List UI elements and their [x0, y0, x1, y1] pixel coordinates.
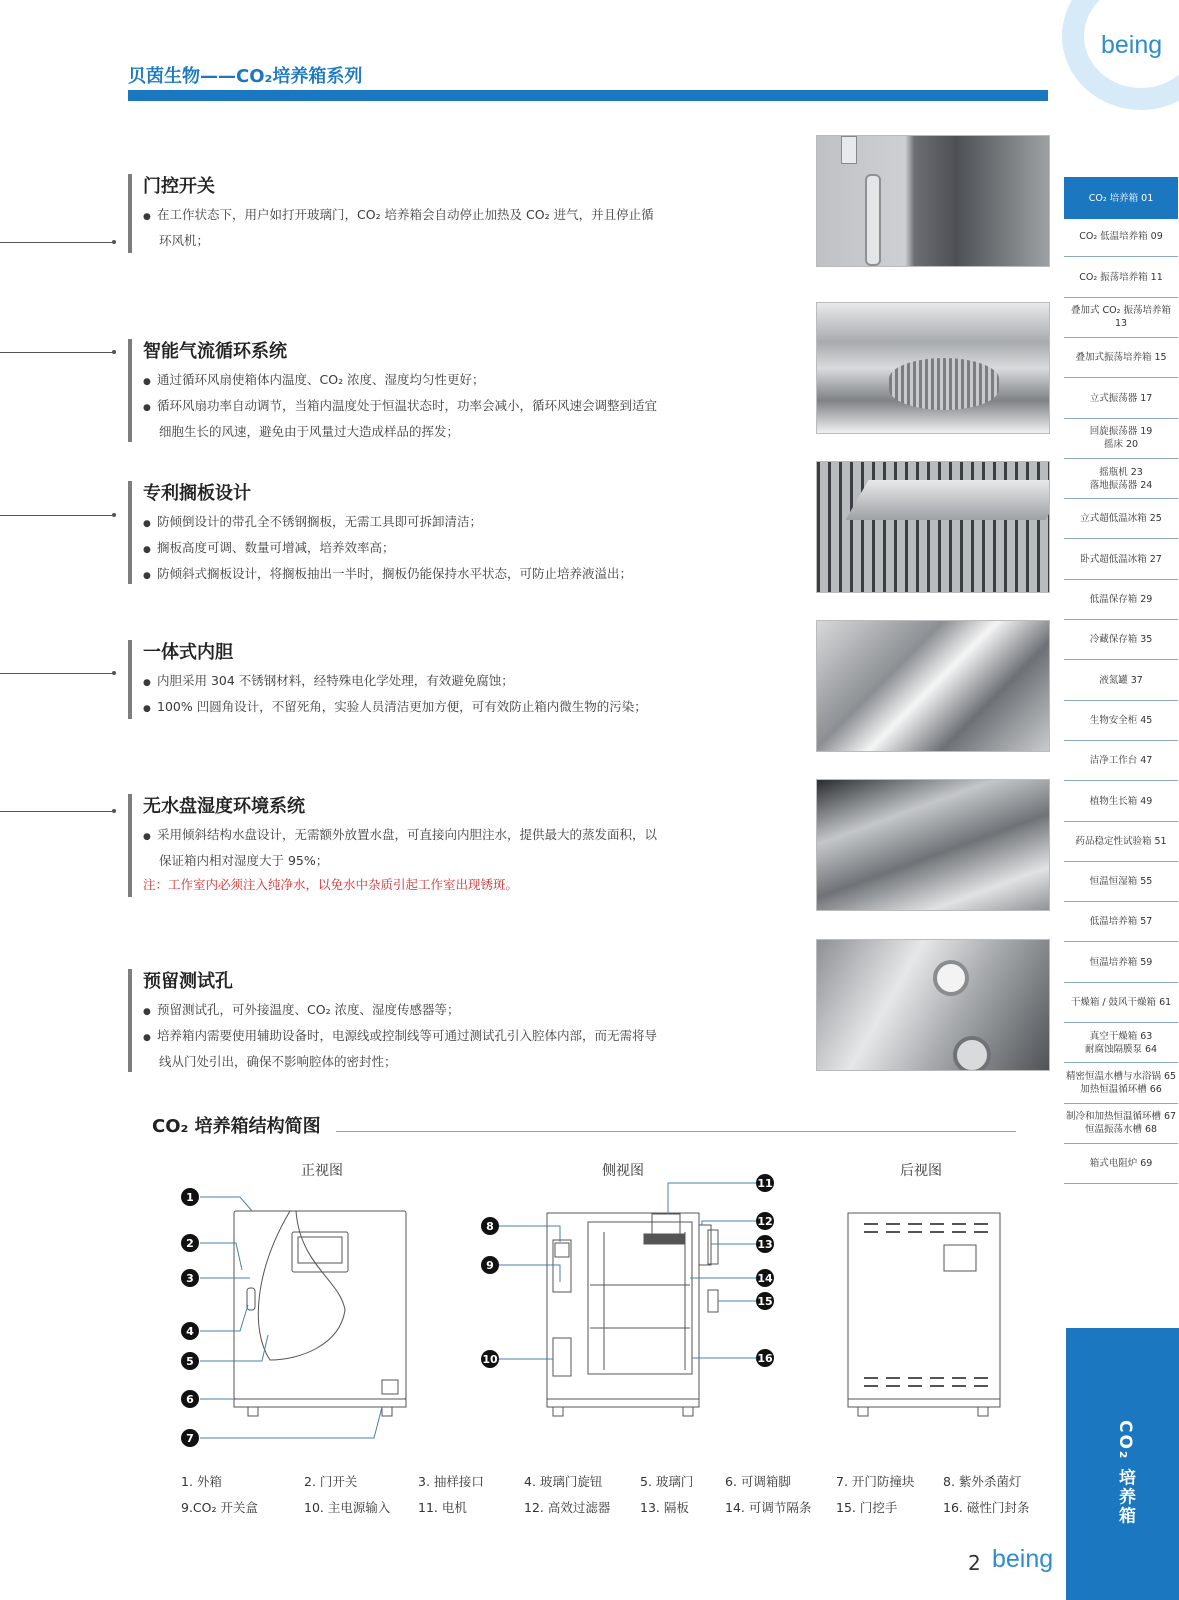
feature-line — [143, 849, 743, 873]
nav-item[interactable]: 卧式超低温冰箱 27 — [1064, 540, 1178, 580]
legend-item: 8. 紫外杀菌灯 — [943, 1474, 1022, 1489]
feature-line-text: 培养箱内需要使用辅助设备时，电源线或控制线等可通过测试孔引入腔体内部，而无需将导 — [157, 1028, 658, 1043]
nav-item[interactable]: 立式超低温冰箱 25 — [1064, 499, 1178, 539]
legend-item: 11. 电机 — [418, 1500, 467, 1515]
legend-item: 12. 高效过滤器 — [524, 1500, 611, 1515]
callout-number: 15 — [757, 1295, 773, 1308]
legend-item: 6. 可调箱脚 — [725, 1474, 791, 1489]
callout-number: 2 — [186, 1237, 194, 1250]
test-port-photo — [816, 939, 1050, 1071]
bullet-icon: ● — [143, 1007, 151, 1017]
leader-line — [0, 515, 114, 516]
feature-line — [143, 562, 743, 588]
bullet-icon: ● — [143, 519, 151, 529]
bullet-icon: ● — [143, 571, 151, 581]
feature-line — [143, 998, 743, 1024]
feature-title: 专利搁板设计 — [143, 483, 251, 504]
legend-item: 3. 抽样接口 — [418, 1474, 484, 1489]
nav-item[interactable]: 叠加式振荡培养箱 15 — [1064, 338, 1178, 378]
feature-accent-bar — [128, 969, 132, 1072]
feature-line — [143, 695, 743, 721]
feature-accent-bar — [128, 339, 132, 442]
bullet-icon: ● — [143, 1033, 151, 1043]
feature-accent-bar — [128, 174, 132, 253]
legend-item: 7. 开门防撞块 — [836, 1474, 915, 1489]
nav-item[interactable]: 精密恒温水槽与水浴锅 65 加热恒温循环槽 66 — [1064, 1064, 1178, 1104]
legend-item: 15. 门挖手 — [836, 1500, 898, 1515]
legend-item: 13. 隔板 — [640, 1500, 689, 1515]
callout-number: 5 — [186, 1355, 194, 1368]
bullet-icon: ● — [143, 832, 151, 842]
feature-line-text: 循环风扇功率自动调节，当箱内温度处于恒温状态时，功率会减小，循环风速会调整到适宜 — [157, 398, 658, 413]
feature-title: 一体式内胆 — [143, 642, 233, 663]
feature-line-text: 通过循环风扇使箱体内温度、CO₂ 浓度、湿度均匀性更好； — [157, 372, 485, 387]
leader-line — [0, 673, 114, 674]
diagram-title-rule — [336, 1131, 1016, 1132]
nav-item[interactable]: 回旋振荡器 19 摇床 20 — [1064, 419, 1178, 459]
feature-line-text: 预留测试孔，可外接温度、CO₂ 浓度、湿度传感器等； — [157, 1002, 460, 1017]
callout-number: 12 — [757, 1215, 773, 1228]
diagram-title: CO₂ 培养箱结构简图 — [152, 1116, 321, 1137]
callout-number: 3 — [186, 1272, 194, 1285]
feature-line-text: 防倾斜式搁板设计，将搁板抽出一半时，搁板仍能保持水平状态，可防止培养液溢出； — [157, 566, 633, 581]
feature-title: 无水盘湿度环境系统 — [143, 796, 305, 817]
feature-accent-bar — [128, 640, 132, 719]
feature-note: 注：工作室内必须注入纯净水，以免水中杂质引起工作室出现锈斑。 — [143, 877, 519, 892]
nav-item[interactable]: CO₂ 培养箱 01 — [1064, 177, 1178, 219]
perforated-shelf-photo — [816, 461, 1050, 593]
bullet-icon: ● — [143, 704, 151, 714]
feature-accent-bar — [128, 794, 132, 897]
feature-line-text: 防倾倒设计的带孔全不锈钢搁板，无需工具即可拆卸清洁； — [157, 514, 483, 529]
feature-line — [143, 536, 743, 562]
brand-logo: being — [1101, 31, 1163, 59]
legend-item: 14. 可调节隔条 — [725, 1500, 812, 1515]
feature-line-text: 环风机； — [159, 233, 210, 248]
feature-line — [143, 203, 743, 229]
feature-line — [143, 368, 743, 394]
front-callouts — [181, 1188, 199, 1447]
page-number: 2 — [968, 1551, 981, 1575]
callout-number: 14 — [757, 1272, 773, 1285]
feature-line — [143, 510, 743, 536]
door-switch-photo — [816, 135, 1050, 267]
category-label: CO₂ 培养箱 — [1115, 1420, 1135, 1526]
nav-item[interactable]: 低温培养箱 57 — [1064, 902, 1178, 942]
nav-item[interactable]: 液氮罐 37 — [1064, 661, 1178, 701]
leader-line — [0, 811, 114, 812]
humidity-chamber-photo — [816, 779, 1050, 911]
feature-line-text: 在工作状态下，用户如打开玻璃门，CO₂ 培养箱会自动停止加热及 CO₂ 进气，并且停止循 — [157, 207, 654, 222]
bullet-icon: ● — [143, 212, 151, 222]
callout-number: 8 — [486, 1220, 494, 1233]
nav-item[interactable]: 生物安全柜 45 — [1064, 701, 1178, 741]
front-view-title: 正视图 — [301, 1163, 343, 1179]
nav-item[interactable]: 低温保存箱 29 — [1064, 580, 1178, 620]
feature-line-text: 保证箱内相对湿度大于 95%； — [159, 853, 329, 868]
nav-item[interactable]: 药品稳定性试验箱 51 — [1064, 822, 1178, 862]
callout-number: 13 — [757, 1238, 773, 1251]
callout-number: 6 — [186, 1393, 194, 1406]
feature-line — [143, 394, 743, 420]
callout-number: 11 — [757, 1177, 773, 1190]
feature-line — [143, 1050, 743, 1074]
feature-line-text: 细胞生长的风速，避免由于风量过大造成样品的挥发； — [159, 424, 460, 439]
leader-line — [0, 242, 114, 243]
nav-item[interactable]: CO₂ 低温培养箱 09 — [1064, 217, 1178, 257]
nav-item[interactable]: 冷藏保存箱 35 — [1064, 620, 1178, 660]
callout-number: 1 — [186, 1191, 194, 1204]
legend-item: 10. 主电源输入 — [304, 1500, 391, 1515]
feature-line — [143, 823, 743, 849]
legend-item: 5. 玻璃门 — [640, 1474, 694, 1489]
nav-item[interactable]: 植物生长箱 49 — [1064, 782, 1178, 822]
side-callouts — [481, 1174, 774, 1368]
header-bar — [128, 90, 1048, 101]
footer-logo: being — [992, 1545, 1054, 1573]
nav-item[interactable]: 制冷和加热恒温循环槽 67 恒温振荡水槽 68 — [1064, 1104, 1178, 1144]
nav-item[interactable]: 摇瓶机 23 落地振荡器 24 — [1064, 459, 1178, 499]
callout-number: 10 — [482, 1353, 498, 1366]
nav-item[interactable]: 立式振荡器 17 — [1064, 379, 1178, 419]
side-view-title: 侧视图 — [602, 1163, 644, 1179]
legend-item: 4. 玻璃门旋钮 — [524, 1474, 603, 1489]
bullet-icon: ● — [143, 678, 151, 688]
nav-item[interactable]: 箱式电阻炉 69 — [1064, 1144, 1178, 1184]
feature-line — [143, 420, 743, 444]
nav-item[interactable]: 叠加式 CO₂ 振荡培养箱 13 — [1064, 298, 1178, 338]
leader-line — [0, 352, 114, 353]
feature-line-text: 线从门处引出，确保不影响腔体的密封性； — [159, 1054, 397, 1069]
legend-item: 9.CO₂ 开关盒 — [181, 1500, 258, 1515]
air-circulation-fan-photo — [816, 302, 1050, 434]
feature-line-text: 搁板高度可调、数量可增减，培养效率高； — [157, 540, 395, 555]
nav-item[interactable]: 洁净工作台 47 — [1064, 741, 1178, 781]
legend-item: 2. 门开关 — [304, 1474, 358, 1489]
callout-number: 9 — [486, 1259, 494, 1272]
feature-line — [143, 229, 743, 253]
category-side-tab — [1066, 1328, 1179, 1600]
legend-item: 1. 外箱 — [181, 1474, 222, 1489]
feature-line — [143, 669, 743, 695]
feature-line-text: 100% 凹圆角设计，不留死角，实验人员清洁更加方便，可有效防止箱内微生物的污染； — [157, 699, 647, 714]
inner-chamber-photo — [816, 620, 1050, 752]
feature-title: 预留测试孔 — [143, 971, 233, 992]
feature-title: 智能气流循环系统 — [143, 341, 287, 362]
feature-accent-bar — [128, 481, 132, 584]
bullet-icon: ● — [143, 403, 151, 413]
callout-number: 16 — [757, 1352, 773, 1365]
page-title: 贝茵生物——CO₂培养箱系列 — [128, 66, 363, 87]
bullet-icon: ● — [143, 545, 151, 555]
feature-title: 门控开关 — [143, 176, 215, 197]
rear-view-title: 后视图 — [900, 1163, 942, 1179]
legend-item: 16. 磁性门封条 — [943, 1500, 1030, 1515]
nav-item[interactable]: 干燥箱 / 鼓风干燥箱 61 — [1064, 983, 1178, 1023]
feature-line-text: 采用倾斜结构水盘设计，无需额外放置水盘，可直接向内胆注水，提供最大的蒸发面积，以 — [157, 827, 658, 842]
nav-item[interactable]: 恒温培养箱 59 — [1064, 943, 1178, 983]
nav-item[interactable]: CO₂ 振荡培养箱 11 — [1064, 258, 1178, 298]
feature-line — [143, 1024, 743, 1050]
callout-number: 4 — [186, 1325, 194, 1338]
bullet-icon: ● — [143, 377, 151, 387]
callout-number: 7 — [186, 1432, 194, 1445]
nav-item[interactable]: 真空干燥箱 63 耐腐蚀隔膜泵 64 — [1064, 1023, 1178, 1063]
feature-line-text: 内胆采用 304 不锈钢材料，经特殊电化学处理，有效避免腐蚀； — [157, 673, 514, 688]
structure-diagram — [0, 1170, 1050, 1460]
nav-item[interactable]: 恒温恒湿箱 55 — [1064, 862, 1178, 902]
